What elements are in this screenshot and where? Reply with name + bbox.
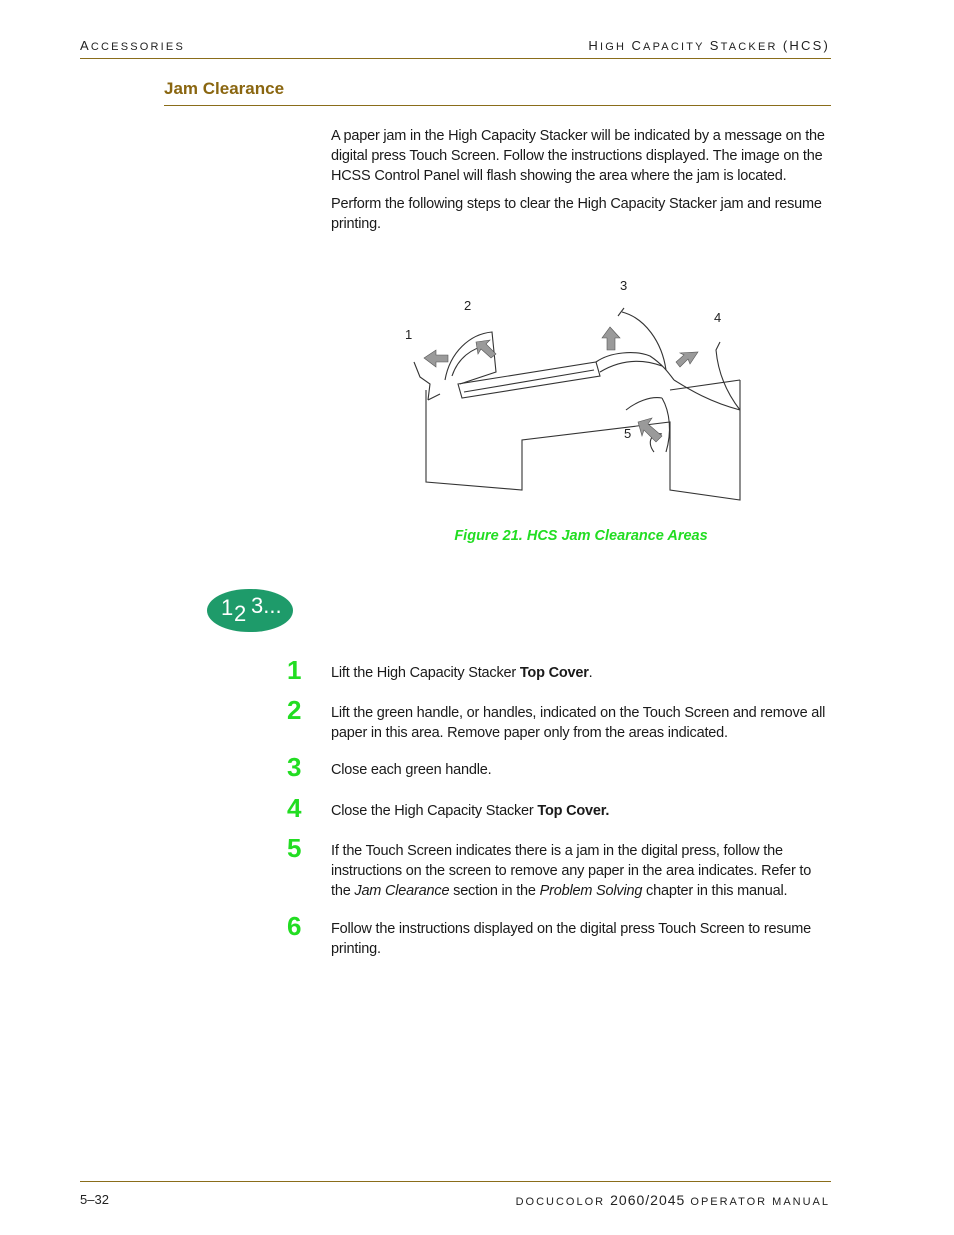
figure-label-5: 5 [624, 426, 632, 441]
figure-label-2: 2 [464, 298, 472, 313]
footer-manual-title: DOCUCOLOR 2060/2045 OPERATOR MANUAL [515, 1192, 830, 1208]
hcs-jam-diagram [400, 272, 745, 504]
footer-rule [80, 1181, 831, 1182]
figure-label-4: 4 [714, 310, 722, 325]
step-number-2: 2 [287, 695, 302, 725]
figure-label-1: 1 [405, 327, 413, 342]
step-text-5: If the Touch Screen indicates there is a jam in the digital press, follow the instructions on the screen to remove any paper in the area indicates. Refer to the Jam Clearance section in the Problem Solving chapter in this manual. [331, 843, 812, 899]
page-number: 5–32 [80, 1192, 109, 1207]
step-text-1: Lift the High Capacity Stacker Top Cover. [331, 665, 593, 681]
section-title: Jam Clearance [164, 79, 285, 98]
step-text-2: Lift the green handle, or handles, indicated on the Touch Screen and remove all paper in this area. Remove paper only from the areas indicated. [331, 705, 826, 741]
figure-caption: Figure 21. HCS Jam Clearance Areas [454, 528, 708, 544]
step-text-4: Close the High Capacity Stacker Top Cover. [331, 803, 610, 819]
procedure-badge-icon: 1 2 3... [207, 589, 293, 632]
header-chapter: ACCESSORIES [80, 38, 186, 53]
intro-paragraph-1: A paper jam in the High Capacity Stacker will be indicated by a message on the digital press Touch Screen. Follow the instructions displayed. The image on the HCSS Control Panel will flash showing the area where the jam is located. [331, 128, 825, 184]
header-section: HIGH CAPACITY STACKER (HCS) [588, 38, 830, 53]
figure-label-3: 3 [620, 278, 628, 293]
header-rule [80, 58, 831, 59]
step-text-6: Follow the instructions displayed on the digital press Touch Screen to resume printing. [331, 921, 812, 957]
step-number-4: 4 [287, 793, 302, 823]
step-number-5: 5 [287, 833, 302, 863]
step-text-3: Close each green handle. [331, 762, 492, 778]
step-number-3: 3 [287, 752, 302, 782]
step-number-1: 1 [287, 655, 302, 685]
section-rule [164, 105, 831, 106]
intro-paragraph-2: Perform the following steps to clear the High Capacity Stacker jam and resume printing. [331, 196, 822, 232]
step-number-6: 6 [287, 911, 302, 941]
